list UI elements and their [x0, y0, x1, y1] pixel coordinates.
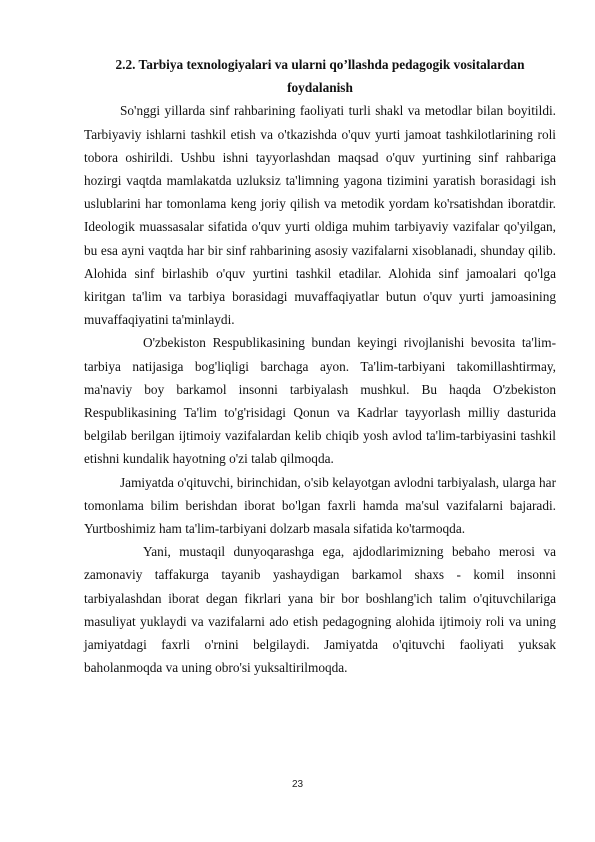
paragraph-2: O'zbekiston Respublikasining bundan keyingi rivojlanishi bevosita ta'lim-tarbiya natijasiga bog'liqligi barchaga ayon. Ta'lim-tarbiyani takomillashtirmay, ma'naviy boy barkamol insonni tarbiyalash mushkul. Bu haqda O'zbekiston Respublikasining Ta'lim to'g'risidagi Qonun va Kadrlar tayyorlash milliy dasturida belgilab berilgan ijtimoiy vazifalardan kelib chiqib yosh avlod ta'lim-tarbiyasini tashkil etishni kundalik hayotning o'zi talab qilmoqda. [84, 335, 556, 467]
paragraph-4: Yani, mustaqil dunyoqarashga ega, ajdodlarimizning bebaho merosi va zamonaviy taffakurga tayanib yashaydigan barkamol shaxs - komil insonni tarbiyalashdan iborat degan fikrlari yana bir bor boshlang'ich talim o'qituvchilariga masuliyat yuklaydi va vazifalarni ado etish pedagogning alohida ijtimoiy roli va uning jamiyatdagi faxrli o'rnini belgilaydi. Jamiyatda o'qituvchi faoliyati yuksak baholanmoqda va uning obro'si yuksaltirilmoqda. [84, 544, 556, 676]
paragraph-1: So'nggi yillarda sinf rahbarining faoliyati turli shakl va metodlar bilan boyitildi. Tarbiyaviy ishlarni tashkil etish va o'tkazishda o'quv yurti jamoat tashkilotlarining roli tobora oshirildi. Ushbu ishni tayyorlashdan maqsad o'quv yurtining sinf rahbariga hozirgi vaqtda mamlakatda uzluksiz ta'limning yagona tizimini yaratish borasidagi ish uslublarini har tomonlama keng joriy qilish va metodik yordam ko'rsatishdan iboratdir. Ideologik muassasalar sifatida o'quv yurti oldiga muhim tarbiyaviy vazifalar qo'yilgan, bu esa ayni vaqtda har bir sinf rahbarining asosiy vazifalarni xisoblanadi, shunday qilib. Alohida sinf birlashib o'quv yurtini tashkil etadilar. Alohida sinf jamoalari qo'lga kiritgan ta'lim va tarbiya borasidagi muvaffaqiyatlar butun o'quv yurti jamoasining muvaffaqiyatini ta'minlaydi. [84, 103, 556, 328]
document-page [84, 53, 556, 679]
section-heading: 2.2. Tarbiya texnologiyalari va ularni qo’llashda pedagogik vositalardan foydalanish [115, 57, 525, 96]
page-number: 23 [291, 779, 304, 790]
paragraph-3: Jamiyatda o'qituvchi, birinchidan, o'sib kelayotgan avlodni tarbiyalash, ularga har tomonlama bilim berishdan iborat bo'lgan faxrli hamda ma'sul vazifalarni bajaradi. Yurtboshimiz ham ta'lim-tarbiyani dolzarb masala sifatida ko'tarmoqda. [84, 474, 556, 537]
